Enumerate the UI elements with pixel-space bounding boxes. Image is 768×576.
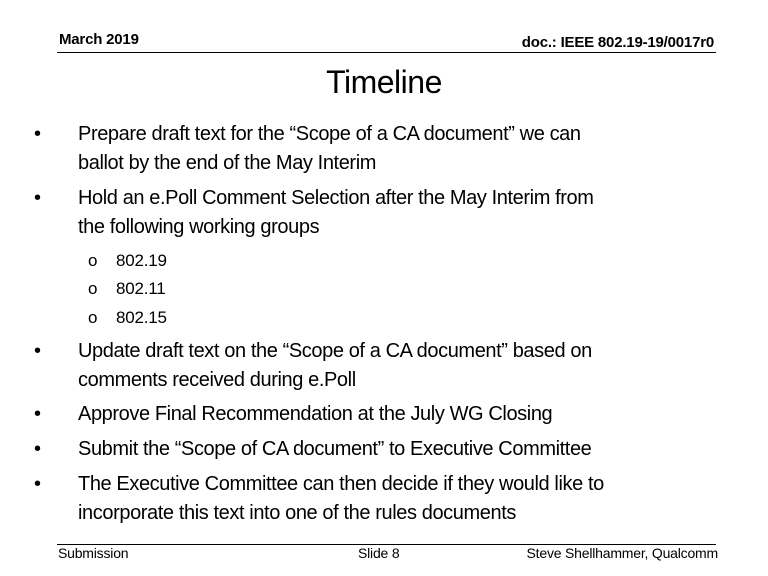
bullet-line: incorporate this text into one of the rules documents [78, 502, 516, 524]
bullet-line: ballot by the end of the May Interim [78, 152, 376, 174]
slide-title: Timeline [326, 64, 442, 100]
bullet-line: The Executive Committee can then decide if they would like to [78, 473, 604, 495]
bullet-marker: • [34, 403, 42, 425]
bullet-line: Approve Final Recommendation at the July WG Closing [78, 403, 553, 425]
sub-bullet-text: 802.15 [116, 308, 167, 327]
bullet-line: Update draft text on the “Scope of a CA document” based on [78, 340, 592, 362]
bullet-marker: • [34, 123, 42, 145]
header-doc-id: doc.: IEEE 802.19-19/0017r0 [521, 34, 714, 51]
sub-bullet-marker: o [88, 251, 98, 270]
bullet-marker: • [34, 438, 42, 460]
bullet-marker: • [34, 340, 42, 362]
footer-author: Steve Shellhammer, Qualcomm [526, 545, 718, 561]
footer-submission: Submission [58, 545, 129, 561]
bullet-line: comments received during e.Poll [78, 369, 356, 391]
footer-slide-number: Slide 8 [358, 545, 400, 561]
bullet-line: Submit the “Scope of CA document” to Executive Committee [78, 438, 592, 460]
sub-bullet-marker: o [88, 308, 98, 327]
sub-bullet-marker: o [88, 279, 98, 298]
sub-bullet-text: 802.19 [116, 251, 167, 270]
bullet-line: the following working groups [78, 216, 320, 238]
bullet-marker: • [34, 187, 42, 209]
bullet-marker: • [34, 473, 42, 495]
header-date: March 2019 [59, 31, 139, 48]
sub-bullet-text: 802.11 [116, 279, 166, 298]
bullet-line: Hold an e.Poll Comment Selection after the May Interim from [78, 187, 594, 209]
bullet-line: Prepare draft text for the “Scope of a CA document” we can [78, 123, 581, 145]
